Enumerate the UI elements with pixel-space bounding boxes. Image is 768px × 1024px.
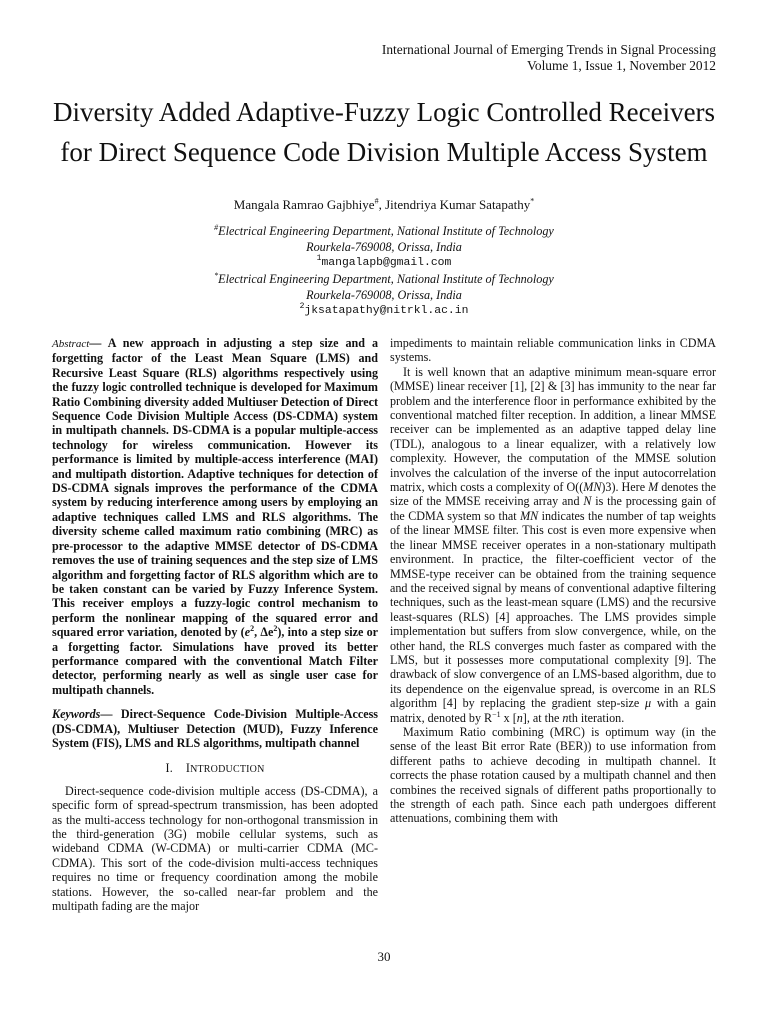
p1-mn: MN (583, 480, 602, 495)
section-title-rest: NTRODUCTION (190, 764, 265, 776)
section-title-first: I (185, 761, 191, 776)
affiliation-2-city: Rourkela-769008, Orissa, India (306, 288, 462, 302)
journal-name: International Journal of Emerging Trends in Signal Processing (381, 42, 716, 57)
p1-n-3: n (562, 710, 569, 725)
section-heading (52, 761, 378, 777)
abstract-dash: — (89, 336, 108, 350)
p1-text-h: ], at the (522, 710, 563, 725)
p1-mn-2: MN (520, 508, 539, 523)
author-2-mark: * (530, 196, 535, 206)
affiliation-2-dept: Electrical Engineering Department, National Institute of Technology (218, 272, 554, 286)
p1-text-i: th iteration. (568, 710, 625, 725)
abstract-label: Abstract (52, 338, 90, 350)
abstract (52, 336, 378, 697)
affiliation-2 (40, 271, 728, 319)
left-column (52, 336, 378, 913)
email-2: jksatapathy@nitrkl.ac.in (304, 305, 469, 317)
paper-title: Diversity Added Adaptive-Fuzzy Logic Controlled Receivers for Direct Sequence Code Division Multiple Access System (52, 97, 716, 167)
keywords-text: Direct-Sequence Code-Division Multiple-Access (DS-CDMA), Multiuser Detection (MUD), Fuzzy Inference System (FIS), LMS and RLS algorithms, multipath channel (52, 707, 378, 750)
abstract-text-end: ), into a step size or a forgetting factor. Simulations have proved its better performance compared with the conventional Match Filter detector, performing nearly as well as single user case for multipath channels. (52, 625, 378, 697)
author-2: Jitendriya Kumar Satapathy (385, 197, 531, 212)
p1-mu: μ (645, 696, 652, 711)
p1-text-b: )3). Here (601, 480, 649, 495)
author-separator: , (378, 197, 386, 212)
p1-text-g: x [ (500, 710, 517, 725)
section-number: I. (165, 761, 173, 776)
abstract-delta-sq: 2 (273, 624, 278, 634)
right-paragraph-1 (390, 365, 716, 725)
right-paragraph-0: impediments to maintain reliable communication links in CDMA systems. (390, 336, 716, 365)
affiliation-2-mark: * (214, 270, 219, 280)
keywords-dash: — (100, 707, 121, 722)
p1-text-f: with a gain matrix, denoted by R (390, 696, 716, 725)
email-2-mark: 2 (299, 302, 305, 312)
author-1: Mangala Ramrao Gajbhiye (233, 197, 375, 212)
p1-text-d: is the processing gain of the CDMA system so that (390, 494, 717, 523)
p1-text-c: denotes the size of the MMSE receiving array and (390, 480, 716, 509)
keywords-label: Keywords (52, 707, 101, 722)
page-number: 30 (377, 949, 391, 964)
abstract-text: A new approach in adjusting a step size and a forgetting factor of the Least Mean Square (LMS) and Recursive Least Square (RLS) algorithms respectively using the fuzzy logic controlled technique is developed for Maximum Ratio Combining diversity added Multiuser Detection of Direct Sequence Code Division Multiple Access (DS-CDMA) system in multipath channels. DS-CDMA is a popular multiple-access technology for wireless communication. However its performance is limited by multiple-access interference (MAI) and multipath distortion. Adaptive techniques for detection of DS-CDMA signals improves the performance of the CDMA system by reducing interference among users by employing an adaptive techniques called LMS and RLS algorithms. The diversity scheme called maximum ratio combining (MRC) as pre-processor to the adaptive MMSE detector of DS-CDMA removes the use of training sequences and the step size of LMS algorithm and forgetting factor of RLS algorithm which are to be taken constant can be varied by Fuzzy Inference System. This receiver employs a fuzzy-logic control mechanism to perform the nonlinear mapping of the squared error and squared error variation, denoted by ( (52, 336, 378, 640)
author-1-mark: # (374, 196, 379, 206)
affiliation-1-city: Rourkela-769008, Orissa, India (306, 240, 462, 254)
abstract-comma: , (254, 625, 261, 640)
abstract-e: e (244, 625, 251, 640)
p1-m: M (648, 480, 659, 495)
right-column (390, 336, 716, 826)
abstract-e-sq: 2 (250, 624, 255, 634)
right-paragraph-2: Maximum Ratio combining (MRC) is optimum way (in the sense of the least Bit error Rate (BER)) to use information from different paths to achieve decoding in multipath channel. It corrects the phase rotation caused by a multipath channel and then combines the received signals of different paths proportionally to the strength of each path. Since each path undergoes different attenuations, combining them with (390, 724, 716, 826)
affiliation-1-dept: Electrical Engineering Department, National Institute of Technology (218, 224, 554, 238)
p1-n-2: n (516, 710, 523, 725)
author-list (40, 197, 728, 213)
p1-text-e: indicates the number of tap weights of the linear MMSE filter. This cost is even more expensive when the linear MMSE receiver operates in a non-stationary multipath environment. In practice, the filter-coefficient vector of the MMSE-type receiver can be obtained from the training sequence and the received signal by means of conventional adaptive filtering techniques, such as the least-mean square (LMS) and the recursive least-squares (RLS) [4] approaches. The LMS provides simple implementation but suffers from slow convergence, while, on the other hand, the RLS converges much faster as compared with the LMS, but it possesses more computational complexity [9]. The drawback of slow convergence of an LMS-based algorithm, due to its dependence on the eigenvalue spread, is overcome in an RLS algorithm [4] by replacing the gradient step-size (390, 508, 716, 711)
journal-header (382, 42, 716, 74)
abstract-delta-e: Δe (260, 625, 274, 640)
email-1-mark: 1 (316, 254, 322, 264)
keywords (52, 707, 378, 750)
intro-paragraph-1: Direct-sequence code-division multiple access (DS-CDMA), a specific form of spread-spectrum transmission, has been adopted as the multi-access technology for non-orthogonal transmission in the third-generation (3G) mobile cellular systems, such as wideband CDMA (W-CDMA) or multi-carrier CDMA (MC-CDMA). This sort of the code-division multi-access techniques requires no time or frequency coordination among the mobile stations. However, the so-called near-far problem and the multipath fading are the major (52, 783, 378, 914)
affiliation-1 (40, 223, 728, 271)
journal-issue: Volume 1, Issue 1, November 2012 (526, 58, 716, 73)
email-1: mangalapb@gmail.com (321, 257, 452, 269)
affiliation-1-mark: # (214, 222, 219, 232)
p1-text-a: It is well known that an adaptive minimum mean-square error (MMSE) linear receiver [1], [2] & [3] has immunity to the near far problem and the interference floor in performance exhibited by the conventional matched filter reception. In addition, a linear MMSE receiver can be implemented as an adaptive tapped delay line (TDL), analogous to a linear equalizer, with a relatively low complexity. However, the computation of the MMSE solution involves the calculation of the inverse of the input autocorrelation matrix, which costs a complexity of O(( (390, 364, 716, 495)
p1-n: N (583, 494, 592, 509)
p1-inverse-sup: −1 (492, 709, 501, 719)
